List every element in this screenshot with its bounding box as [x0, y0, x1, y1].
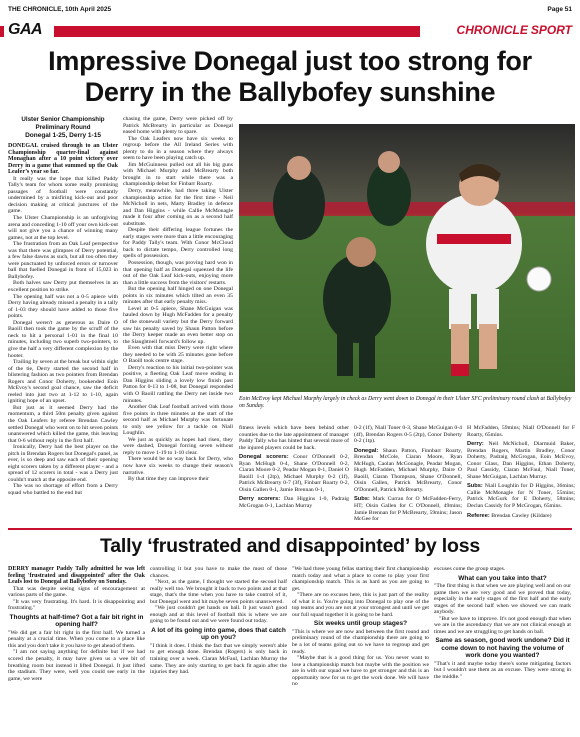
paragraph: The frustration from an Oak Leaf perspective was that there was glimpses of Derry potential, a few false dawns as such, but all too often they were punctuated by unforced errors or turnover ball that fuelled Donegal in front of 15,023 in Ballybofey. [8, 241, 118, 280]
lead-paragraph: DONEGAL cruised through to an Ulster Championship quarter-final against Monaghan after a 10 point victory over Derry in a game that summed up the Oak Leafer’s year so far. [8, 143, 118, 176]
question-subhead: What can you take into that? [458, 574, 547, 582]
paragraph: fitness levels which have been behind other counties due to the late appointment of manager Paddy Tally who has hinted that several more of the injured players could be back. [239, 425, 349, 451]
paragraph: "That's it and maybe today there's some mitigating factors but I wouldn't use them as an excuse. They were strong in the middle." [434, 660, 571, 681]
paragraph: The opening half was not a 0-5 apiece with Derry having already missed a penalty in a tally of 1-03 they should have added to those five points. [8, 293, 118, 320]
donegal-subs-label: Subs: [354, 496, 370, 503]
paragraph: Even with that miss Derry were right where they needed to be with 25 minutes gone before O Baoill took centre stage. [123, 345, 233, 365]
derry-scorers [239, 496, 349, 509]
paragraph: Derry's reaction to his initial two-pointer was positive, a fleeting Oak Leaf move ending in Dan Higgins sliding a lovely low finish past Patton for 0-13 to 1-08, but Donegal responded with O Baoill rattling the Derry net inside two minutes. [123, 364, 233, 404]
referee [467, 513, 575, 520]
section-divider [8, 528, 572, 530]
paragraph: "We had three young fellas starting their first championship match today and what a place to come to play your first championship match. This is as hard as you are going to get. [292, 566, 429, 592]
paragraph: "This is where we are now and between the first round and preliminary round of the championship there are going to be a lot of teams going out so we have to regroup and get ready. [292, 628, 429, 655]
referee-label: Referee: [467, 512, 490, 519]
derry-team [467, 441, 575, 480]
derry-team-text: Neil McNicholl, Diarmuid Baker, Brendan Rogers, Martin Bradley, Conor Doherty, Padraig McGrogan, Eoin McEvoy, Conor Glass, Dan Higgins, Ethan Doherty, Paul Cassidy, Ciaran McFaul, Niall Toner, Shane McGuigan, Lachlan Murray. [467, 441, 575, 480]
paragraph: Ironically, Derry had the best player on the pitch in Brendan Rogers but Donegal's panel, as ever, is so deep and saw each of their opening eight scorers taken by a different player - and a spread of 12 scorers in total - was a Derry just couldn't match at the opposite end. [8, 444, 118, 483]
paragraph: chasing the game, Derry were picked off by Patrick McBrearty in particular as Donegal eased home with plenty to spare. [123, 116, 233, 136]
main-headline: Impressive Donegal just too strong for Derry in the Ballybofey sunshine [48, 46, 532, 107]
donegal-subs [354, 496, 462, 522]
donegal-scorers-text: Conor O'Donnell 0-2, Ryan McHugh 0-4, Shane O'Donnell 0-2, Ciaran Moore 0-2, Peadar Mogan 0-1, Daniel O Baoill 1-4 (2tp), Michael Murphy 0-2 (1f), Patrick McBrearty 0-7 (3f), Finbarr Roarty 0-2, Oisin Gallen 0-1, Jamie Brennan 0-1, [239, 454, 349, 493]
derry-subs-text: Niall Loughlin for D Higgins, 36mins; Callie McMonagle for N Toner, 55mins; Patrick McGurk for E Doherty, 58mins; Declan Cassidy for P McGrogan, 65mins. [467, 483, 576, 510]
paragraph: Another Oak Leaf football arrived with those five points in three minutes at the start of the second half as Michael Murphy was fortunate to only see yellow for a tackle on Niall Loughlin. [123, 404, 233, 437]
bottom-column-1 [8, 566, 145, 682]
paragraph: "But we have to improve. It's not good enough that when we are in the ascendancy that we are not clinical enough at times and we are struggling to get hands on ball. [434, 615, 571, 635]
paragraph: controlling it but you have to make the most of those chances. [150, 566, 287, 579]
bottom-column-4 [434, 566, 571, 681]
paragraph: "We did get a fair bit right in the first half. We turned a penalty at a crucial time. When you come to a place like this and you don't take it you have to get ahead of them. [8, 629, 145, 649]
paragraph: "There are no excuses here, this is just part of the reality of what it is. You're going into Donegal to play one of the top teams and you are not at your strongest and until we get our full squad together it is going to be hard. [292, 592, 429, 618]
article-column-1 [8, 116, 118, 526]
derry-team-label: Derry: [467, 441, 484, 448]
paragraph: The Oak Leafers now have six weeks to regroup before the All Ireland Series with plenty to do in a season where they always seem to have been playing catch up. [123, 135, 233, 162]
paragraph: Derry, meanwhile, had three taking Ulster championship action for the first time - Neil McNicholl in nets, Marty Bradley in defence and Dan Higgins - while Callie McMonagle made it four after coming on as a second half substitute. [123, 188, 233, 227]
paragraph: "We just couldn't get hands on ball. It just wasn't good enough and at this level of football this is where we are going to be found out and we were found out today. [150, 605, 287, 625]
paragraph: 0-2 (1f), Niall Toner 0-3, Shane McGuigan 0-4 (4f), Brendan Rogers 0-5 (2tp), Conor Doherty 0-2 (1tp). [354, 425, 462, 445]
paragraph: We just as quickly as hopes had risen, they were dashed, Donegal forcing seven without reply to move 1-19 to 1-10 clear. [123, 436, 233, 456]
paragraph: H McFadden, 59mins; Niall O'Donnell for F Roarty, 65mins. [467, 425, 575, 438]
paragraph: excuses come the group stages. [434, 566, 506, 572]
paragraph: Jim McGuinness pulled out all his big guns with Michael Murphy and McBrearty both brought in to start while there was a championship debut for Finbarr Roarty. [123, 161, 233, 188]
question-subhead: Same as season, good work undone? Did it come down to not having the volume of work done you wanted? [435, 637, 570, 660]
derry-subs [467, 483, 575, 509]
donegal-team-label: Donegal: [354, 447, 379, 454]
paragraph: Donegal weren't as generous as Daire O Baoill then took the game by the scruff of the neck to hit a personal 1-01 in the final 10 minutes, including two superb two-pointers, to give the half a very different complexion by the hooter. [8, 319, 118, 359]
paragraph: There would be no way back for Derry, who now have six weeks to change their season's narrative. [123, 456, 233, 476]
question-subhead: Thoughts at half-time? Got a fair bit right in opening half? [9, 613, 144, 629]
derry-subs-label: Subs: [467, 483, 483, 490]
stats-column-2 [354, 425, 462, 523]
paper-date: THE CHRONICLE, 10th April 2025 [8, 5, 112, 13]
referee-text: Brendan Cawley (Kildare) [491, 512, 552, 519]
paragraph: The was no shortage of effort from a Derry squad who battled to the end but [8, 483, 118, 496]
donegal-subs-text: Mark Curran for O McFadden-Ferry, HT; Oisin Gallen for C O'Donnell, 49mins; Jamie Brennan for P McBrearty, 59mins; Jason McGee for [354, 496, 462, 523]
page-number: Page 51 [547, 5, 572, 13]
page-header [8, 3, 572, 15]
scoreline: Donegal 1-25, Derry 1-15 [25, 132, 101, 139]
donegal-team-text: Shaun Patton, Finnbarr Roarty, Brendan McCole, Ciaran Moore, Ryan McHugh, Caolan McGonagle, Peadar Mogan, Hugh McFadden, Michael Murphy, Daire O Baoill, Ciaran Thompson, Shane O'Donnell, Oisin Gallen, Patrick McBrearty, Conor O'Donnell, Patrick McBrearty. [354, 447, 463, 493]
match-photo [239, 124, 575, 392]
paragraph: "I think it does. I think the fact that we simply weren't able to get enough done. Brendan (Rogers) is only back in training over a week. Ciaran McFaul, Lachlan Murray the same. They are only starting to get back fit again after the injuries they had. [150, 642, 287, 676]
paragraph: "I am not saying anything for definite but if we had scored the penalty, it may have given us a wee bit of breathing room but instead it lifted Donegal. It just lifted the stadium. They were, well you could see early in the game, we were [8, 649, 145, 682]
paragraph: "It was very frustrating. It's hard. It is disappointing and frustrating." [8, 598, 145, 612]
derry-scorers-text: Dan Higgins 1-0, Padraig McGrogan 0-1, Lachlan Murray [239, 496, 349, 510]
bottom-column-3 [292, 566, 429, 688]
paragraph: Trailing by seven at the break but within sight of the tie, Derry started the second half in blistering fashion as two pointers from Brendan Rogers and Conor Doherty, bookended Eoin McEvoy's second goal chance, saw the deficit reeled into just two at 1-12 to 1-10, again igniting hope of an upset. [8, 359, 118, 405]
question-subhead: Six weeks until group stages? [313, 620, 408, 628]
donegal-scorers-label: Donegal scorers: [239, 454, 289, 461]
secondary-headline: Tally ‘frustrated and disappointed’ by loss [99, 535, 481, 557]
kicker: Ulster Senior Championship Preliminary Round [21, 116, 105, 131]
donegal-scorers [239, 454, 349, 493]
paragraph: But the opening half hinged on one Donegal points in six minutes which tilted an even 35 minutes after that early penalty miss. [123, 286, 233, 306]
paragraph: But just as it seemed Derry had the momentum, a third 50m penalty given against the Oak Leafers by referee Brendan Cawley settled Donegal who went on to hit seven points unanswered which killed the game, this leaving that 0-6 without reply in the first half. [8, 404, 118, 444]
paragraph: Possession, though, was proving hard won in that opening half as Donegal squeezed the life out of the Oak Leaf kick-outs, enjoying more than a little success from the visitors' restarts. [123, 260, 233, 286]
paragraph: By that time they can improve their [128, 476, 209, 483]
derry-scorers-label: Derry scorers: [239, 496, 281, 503]
paragraph: "The first thing is that when we are playing well and on our game then we are very good and we proved that today, especially in the early stages of the first half and the early stages of the second half when we showed we can mark anybody. [434, 583, 571, 616]
paragraph: Level at 0-5 apiece, Shane McGuigan was hauled down by Hugh McFadden for a penalty of the stonewall variety but the Derry forward saw his penalty saved by Shaun Patton before the Derry keeper made an even better stop on the Slaughtneil forward's follow up. [123, 305, 233, 345]
gaa-label: GAA [8, 21, 43, 38]
question-subhead: A lot of its going into game, does that catch up on you? [151, 626, 286, 642]
lead-paragraph: DERRY manager Paddy Tally admitted he was left feeling 'frustrated and disappointed' after the Oak Leafs lost to Donegal at Ballybofey on Sunday. [8, 566, 145, 586]
paragraph: "Next, as the game, I thought we started the second half really well too. We brought it back to two points and at that stage, that's the time when you have to take control of it, but Donegal went and hit maybe seven points unanswered. [150, 579, 287, 605]
chronicle-sport-logo [420, 22, 580, 38]
paragraph: It really was the hope that killed Paddy Tally's team for whom some really promising passages of football were constantly undermined by a misfiring kick-out and poor decision making at critical junctures of the game. [8, 175, 118, 215]
gaa-section-logo [4, 20, 54, 40]
photo-caption: Eoin McEvoy kept Michael Murphy largely in check as Derry went down to Donegal in their Ulster SFC preliminary round clash at Ballybofey on Sunday. [239, 396, 572, 409]
stats-column-1 [239, 425, 349, 510]
paragraph: "Maybe that is a good thing for us. You never want to lose a championship match but maybe with the position we are in with our squad we have to get stronger and this is an opportunity now for us to get the work done. We will have no [292, 655, 429, 688]
paragraph: Despite their differing league fortunes the early stages were more than a little encouraging for Paddy Tally's team. With Conor McCloud back to dictate tempo, Derry controlled long spells of possession. [123, 227, 233, 260]
paragraph: Both halves saw Derry put themselves in an excellent position to strike. [8, 280, 118, 294]
paragraph: That was despite seeing signs of encouragement at various parts of the game. [8, 585, 145, 599]
sport-label: SPORT [530, 23, 572, 37]
article-column-2 [123, 116, 233, 526]
paragraph: The Ulster Championship is an unforgiving arena and conceding 1-10 off your own kick-out will not give you a chance of winning many games, not at the top level. [8, 215, 118, 241]
bottom-column-2 [150, 566, 287, 676]
donegal-team [354, 448, 462, 494]
chronicle-label: CHRONICLE [456, 23, 528, 37]
stats-column-3 [467, 425, 575, 519]
match-photo-illustration [239, 124, 575, 392]
